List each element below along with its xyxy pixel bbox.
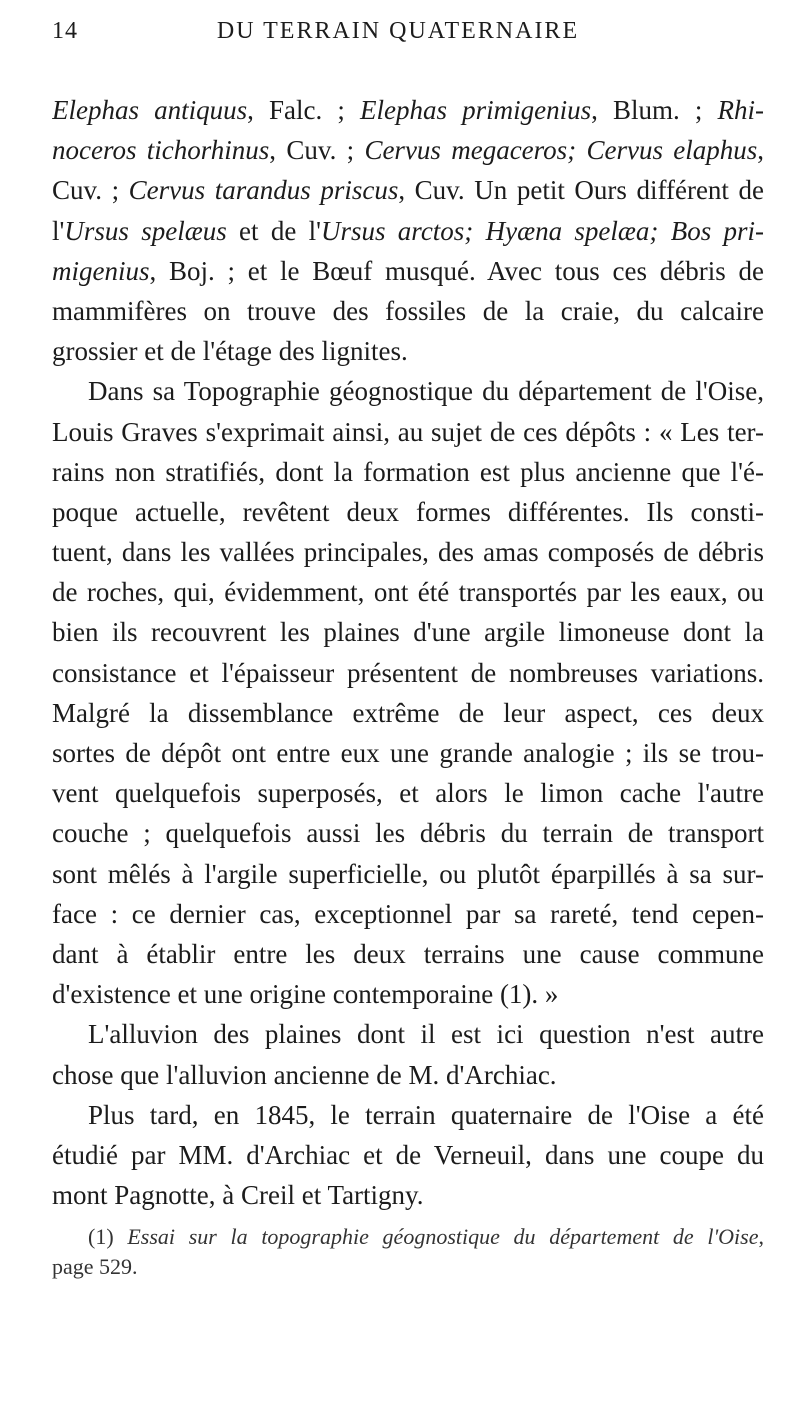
text-segment: , <box>757 135 764 166</box>
italic-segment: Elephas antiquus <box>52 95 248 125</box>
text-segment: Louis Graves s'exprimait ainsi, au sujet de ces dépôts : « Les ter- <box>52 416 764 447</box>
italic-segment: Elephas primigenius <box>359 95 592 125</box>
text-segment: d'existence et une origine contemporaine (1). » <box>52 979 559 1010</box>
text-line <box>52 412 764 452</box>
running-head <box>52 18 744 58</box>
text-segment: Cuv. ; <box>52 175 129 206</box>
text-segment: L'alluvion des plaines dont il est ici question n'est autre <box>88 1019 764 1050</box>
text-line <box>52 211 764 251</box>
text-segment: dant à établir entre les deux terrains une cause commune <box>52 938 764 969</box>
text-segment: sortes de dépôt ont entre eux une grande analogie ; ils se trou- <box>52 738 764 768</box>
text-segment: rains non stratifiés, dont la formation est plus ancienne que l'é- <box>52 456 764 487</box>
italic-segment: Rhi- <box>717 95 764 125</box>
text-segment: , Blum. ; <box>591 95 718 125</box>
text-line <box>52 934 764 974</box>
text-segment: Dans sa Topographie géognostique du département de l'Oise, <box>88 376 764 407</box>
text-line <box>52 1095 764 1135</box>
text-line <box>52 813 764 853</box>
text-segment: tuent, dans les vallées principales, des amas composés de débris <box>52 537 764 568</box>
text-line <box>52 532 764 572</box>
text-line <box>52 90 764 130</box>
text-line <box>52 894 764 934</box>
text-segment: chose que l'alluvion ancienne de M. d'Archiac. <box>52 1059 557 1090</box>
italic-segment: migenius <box>52 255 150 286</box>
text-line <box>52 854 764 894</box>
text-segment: mammifères on trouve des fossiles de la craie, du calcaire <box>52 295 764 326</box>
footnote-line <box>52 1222 764 1252</box>
text-segment: de roches, qui, évidemment, ont été transportés par les eaux, ou <box>52 577 764 608</box>
running-title: DU TERRAIN QUATERNAIRE <box>216 18 580 44</box>
italic-segment: Cervus megaceros; Cervus elaphus <box>364 135 758 166</box>
text-line <box>52 773 764 813</box>
italic-segment: Ursus arctos; Hyæna spelæa; Bos pri- <box>320 215 764 246</box>
text-line <box>52 974 764 1014</box>
text-segment: l' <box>52 215 65 246</box>
text-line <box>52 1014 764 1054</box>
text-line <box>52 693 764 733</box>
text-segment: Malgré la dissemblance extrême de leur aspect, ces deux <box>52 697 764 728</box>
text-line <box>52 251 764 291</box>
text-line <box>52 291 764 331</box>
body-text <box>52 90 764 1215</box>
text-line <box>52 170 764 210</box>
text-line <box>52 130 764 170</box>
text-segment: , Cuv. ; <box>269 135 365 166</box>
footnote-page-ref: page 529. <box>52 1254 138 1279</box>
text-line <box>52 612 764 652</box>
text-segment: consistance et l'épaisseur présentent de nombreuses variations. <box>52 657 764 688</box>
text-segment: sont mêlés à l'argile superficielle, ou plutôt éparpillés à sa sur- <box>52 858 764 889</box>
text-line <box>52 1175 764 1215</box>
footnote <box>52 1222 764 1282</box>
text-line <box>52 371 764 411</box>
text-segment: poque actuelle, revêtent deux formes différentes. Ils consti- <box>52 496 764 527</box>
text-line <box>52 572 764 612</box>
italic-segment: Cervus tarandus priscus <box>128 175 399 206</box>
text-segment: grossier et de l'étage des lignites. <box>52 336 408 367</box>
text-segment: étudié par MM. d'Archiac et de Verneuil, dans une coupe du <box>52 1139 764 1170</box>
text-line <box>52 331 764 371</box>
text-segment: mont Pagnotte, à Creil et Tartigny. <box>52 1180 424 1211</box>
text-line <box>52 492 764 532</box>
page-number: 14 <box>52 18 78 44</box>
text-segment: bien ils recouvrent les plaines d'une argile limoneuse dont la <box>52 617 764 648</box>
italic-segment: noceros tichorhinus <box>52 135 270 166</box>
footnote-rest: , <box>758 1224 764 1249</box>
text-segment: couche ; quelquefois aussi les débris du terrain de transport <box>52 818 764 849</box>
text-segment: vent quelquefois superposés, et alors le limon cache l'autre <box>52 778 764 809</box>
footnote-marker: (1) <box>88 1224 128 1249</box>
text-line <box>52 1135 764 1175</box>
italic-segment: Ursus spelæus <box>64 215 227 246</box>
footnote-title: Essai sur la topographie géognostique du département de l'Oise <box>127 1224 759 1249</box>
text-segment: face : ce dernier cas, exceptionnel par sa rareté, tend cepen- <box>52 898 764 929</box>
text-line <box>52 1055 764 1095</box>
text-segment: , Falc. ; <box>247 95 360 125</box>
text-segment: , Boj. ; et le Bœuf musqué. Avec tous ces débris de <box>149 255 764 286</box>
text-line <box>52 452 764 492</box>
text-line <box>52 653 764 693</box>
text-line <box>52 733 764 773</box>
text-segment: Plus tard, en 1845, le terrain quaternaire de l'Oise a été <box>88 1099 764 1130</box>
text-segment: et de l' <box>226 215 321 246</box>
text-segment: , Cuv. Un petit Ours différent de <box>398 175 764 206</box>
